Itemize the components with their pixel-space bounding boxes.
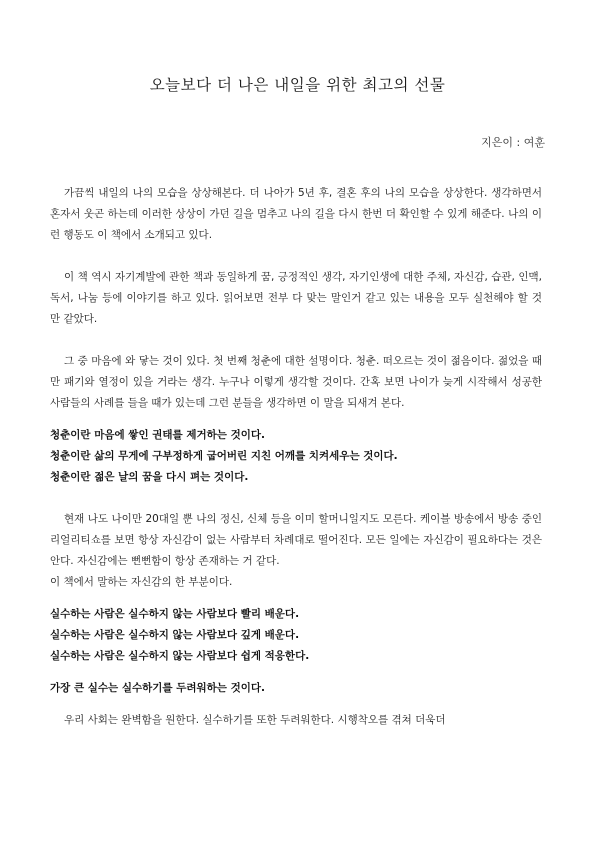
quote-mistake-1: 실수하는 사람은 실수하지 않는 사람보다 빨리 배운다.: [50, 608, 300, 620]
paragraph-spacer: [50, 246, 542, 267]
quote-biggest-mistake: 가장 큰 실수는 실수하기를 두려워하는 것이다.: [50, 682, 265, 694]
quote-youth-3: 청춘이란 젊은 날의 꿈을 다시 펴는 것이다.: [50, 471, 249, 483]
document-body: [50, 183, 542, 731]
quote-mistake-3: 실수하는 사람은 실수하지 않는 사람보다 쉽게 적응한다.: [50, 650, 310, 662]
paragraph-spacer: [50, 699, 542, 710]
paragraph-1: 가끔씩 내일의 나의 모습을 상상해본다. 더 나아가 5년 후, 결혼 후의 나의 모습을 상상한다. 생각하면서 혼자서 웃곤 하는데 이러한 상상이 가던 길을 멈추고 나의 길을 다시 한번 더 확인할 수 있게 해준다. 나의 이런 행동도 이 책에서 소개되고 있다.: [50, 187, 542, 241]
document-title: 오늘보다 더 나은 내일을 위한 최고의 선물: [149, 76, 446, 94]
paragraph-4: 현재 나도 나이만 20대일 뿐 나의 정신, 신체 등을 이미 할머니일지도 모른다. 케이블 방송에서 방송 중인 리얼리티쇼를 보면 항상 자신감이 없는 사람부터 차례대로 떨어진다. 모든 일에는 자신감이 필요하다는 것은 안다. 자신감에는 뻔뻔함이 항상 존재하는 거 같다.: [50, 513, 542, 567]
paragraph-3: 그 중 마음에 와 닿는 것이 있다. 첫 번째 청춘에 대한 설명이다. 청춘. 떠오르는 것이 젊음이다. 젊었을 때만 패기와 열정이 있을 거라는 생각. 누구나 이렇게 생각할 것이다. 간혹 보면 나이가 늦게 시작해서 성공한 사람들의 사례를 들을 때가 있는데 그런 분들을 생각하면 이 말을 되새겨 본다.: [50, 355, 542, 409]
paragraph-spacer: [50, 667, 542, 678]
quote-youth-1: 청춘이란 마음에 쌓인 권태를 제거하는 것이다.: [50, 429, 265, 441]
paragraph-2: 이 책 역시 자기계발에 관한 책과 동일하게 꿈, 긍정적인 생각, 자기인생에 대한 주체, 자신감, 습관, 인맥, 독서, 나눔 등에 이야기를 하고 있다. 읽어보면 전부 다 맞는 말인거 같고 있는 내용을 모두 실천해야 할 것 만 같았다.: [50, 271, 542, 325]
paragraph-spacer: [50, 488, 542, 509]
author-line: 지은이 : 여훈: [481, 136, 545, 149]
paragraph-spacer: [50, 414, 542, 425]
paragraph-5: 우리 사회는 완벽함을 원한다. 실수하기를 또한 두려워한다. 시행착오를 겪쳐 더욱더: [64, 714, 446, 726]
quote-youth-2: 청춘이란 삶의 무게에 구부정하게 굽어버린 지친 어깨를 치켜세우는 것이다.: [50, 450, 398, 462]
paragraph-spacer: [50, 593, 542, 604]
paragraph-4-followup: 이 책에서 말하는 자신감의 한 부분이다.: [50, 576, 233, 588]
quote-mistake-2: 실수하는 사람은 실수하지 않는 사람보다 깊게 배운다.: [50, 629, 300, 641]
paragraph-spacer: [50, 330, 542, 351]
